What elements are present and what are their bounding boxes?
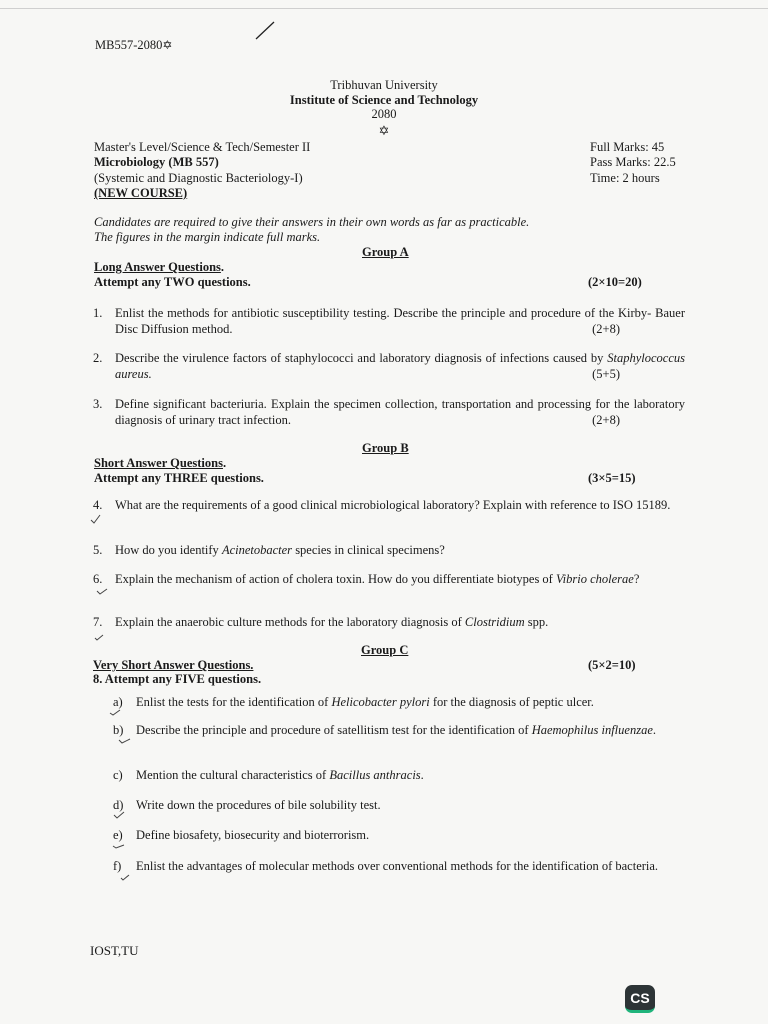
instruction-line-1: Candidates are required to give their answers in their own words as far as practicable. <box>94 215 530 229</box>
question-1: 1. Enlist the methods for antibiotic susceptibility testing. Describe the principle and procedure of the Kirby- Bauer Disc Diffusion method. (2+8) <box>93 306 685 336</box>
question-4: 4. What are the requirements of a good clinical microbiological laboratory? Explain with reference to ISO 15189. <box>93 498 671 512</box>
handwritten-check-icon <box>96 586 110 596</box>
university-name: Tribhuvan University <box>330 78 438 92</box>
group-c-attempt: 8. Attempt any FIVE questions. <box>93 672 262 686</box>
institute-name: Institute of Science and Technology <box>289 93 479 107</box>
camscanner-logo-icon: CS <box>625 985 655 1013</box>
group-a-title: Group A <box>362 245 409 259</box>
handwritten-check-icon <box>118 735 132 745</box>
star-of-david-icon: ✡ <box>378 123 390 138</box>
pen-stroke-mark <box>252 20 278 40</box>
exam-code: MB557-2080✡ <box>95 38 173 52</box>
pass-marks: Pass Marks: 22.5 <box>590 155 676 169</box>
group-b-attempt: Attempt any THREE questions. <box>94 471 264 485</box>
star-of-david-icon: ✡ <box>162 38 173 52</box>
issuer-footer: IOST,TU <box>90 943 139 958</box>
question-3: 3. Define significant bacteriuria. Explain the specimen collection, transportation and processing for the laboratory diagnosis of urinary tract infection. (2+8) <box>93 397 685 427</box>
handwritten-check-icon <box>90 514 104 524</box>
group-c-title: Group C <box>361 643 409 657</box>
question-8a: a) Enlist the tests for the identification of Helicobacter pylori for the diagnosis of peptic ulcer. <box>113 695 594 709</box>
course-title: (Systemic and Diagnostic Bacteriology-I) <box>94 171 303 185</box>
handwritten-check-icon <box>120 873 134 883</box>
group-b-marks: (3×5=15) <box>588 471 636 485</box>
exam-time: Time: 2 hours <box>590 171 660 185</box>
full-marks: Full Marks: 45 <box>590 140 665 154</box>
handwritten-check-icon <box>109 706 123 716</box>
group-a-attempt: Attempt any TWO questions. <box>94 275 251 289</box>
question-8d: d) Write down the procedures of bile solubility test. <box>113 798 381 812</box>
top-rule <box>0 8 768 9</box>
group-a-marks: (2×10=20) <box>588 275 642 289</box>
handwritten-check-icon <box>94 632 108 642</box>
question-8e: e) Define biosafety, biosecurity and bioterrorism. <box>113 828 370 842</box>
question-8f: f) Enlist the advantages of molecular methods over conventional methods for the identification of bacteria. <box>113 859 659 873</box>
group-c-section: Very Short Answer Questions. <box>93 658 254 672</box>
course-subject: Microbiology (MB 557) <box>94 155 219 169</box>
group-c-marks: (5×2=10) <box>588 658 636 672</box>
course-level: Master's Level/Science & Tech/Semester II <box>94 140 311 154</box>
handwritten-check-icon <box>112 840 126 850</box>
group-b-section: Short Answer Questions. <box>94 456 227 470</box>
question-2: 2. Describe the virulence factors of staphylococci and laboratory diagnosis of infections caused by Staphylococcus aureus. (5+5) <box>93 351 685 381</box>
instruction-line-2: The figures in the margin indicate full marks. <box>94 230 321 244</box>
question-8c: c) Mention the cultural characteristics of Bacillus anthracis. <box>113 768 424 782</box>
question-5: 5. How do you identify Acinetobacter species in clinical specimens? <box>93 543 445 557</box>
question-8b: b) Describe the principle and procedure of satellitism test for the identification of Haemophilus influenzae. <box>113 723 656 737</box>
group-a-section: Long Answer Questions. <box>94 260 225 274</box>
group-b-title: Group B <box>362 441 409 455</box>
new-course-label: (NEW COURSE) <box>94 186 188 200</box>
handwritten-check-icon <box>113 810 127 820</box>
question-6: 6. Explain the mechanism of action of cholera toxin. How do you differentiate biotypes of Vibrio cholerae? <box>93 572 640 586</box>
exam-year: 2080 <box>371 107 397 121</box>
question-7: 7. Explain the anaerobic culture methods for the laboratory diagnosis of Clostridium spp. <box>93 615 549 629</box>
